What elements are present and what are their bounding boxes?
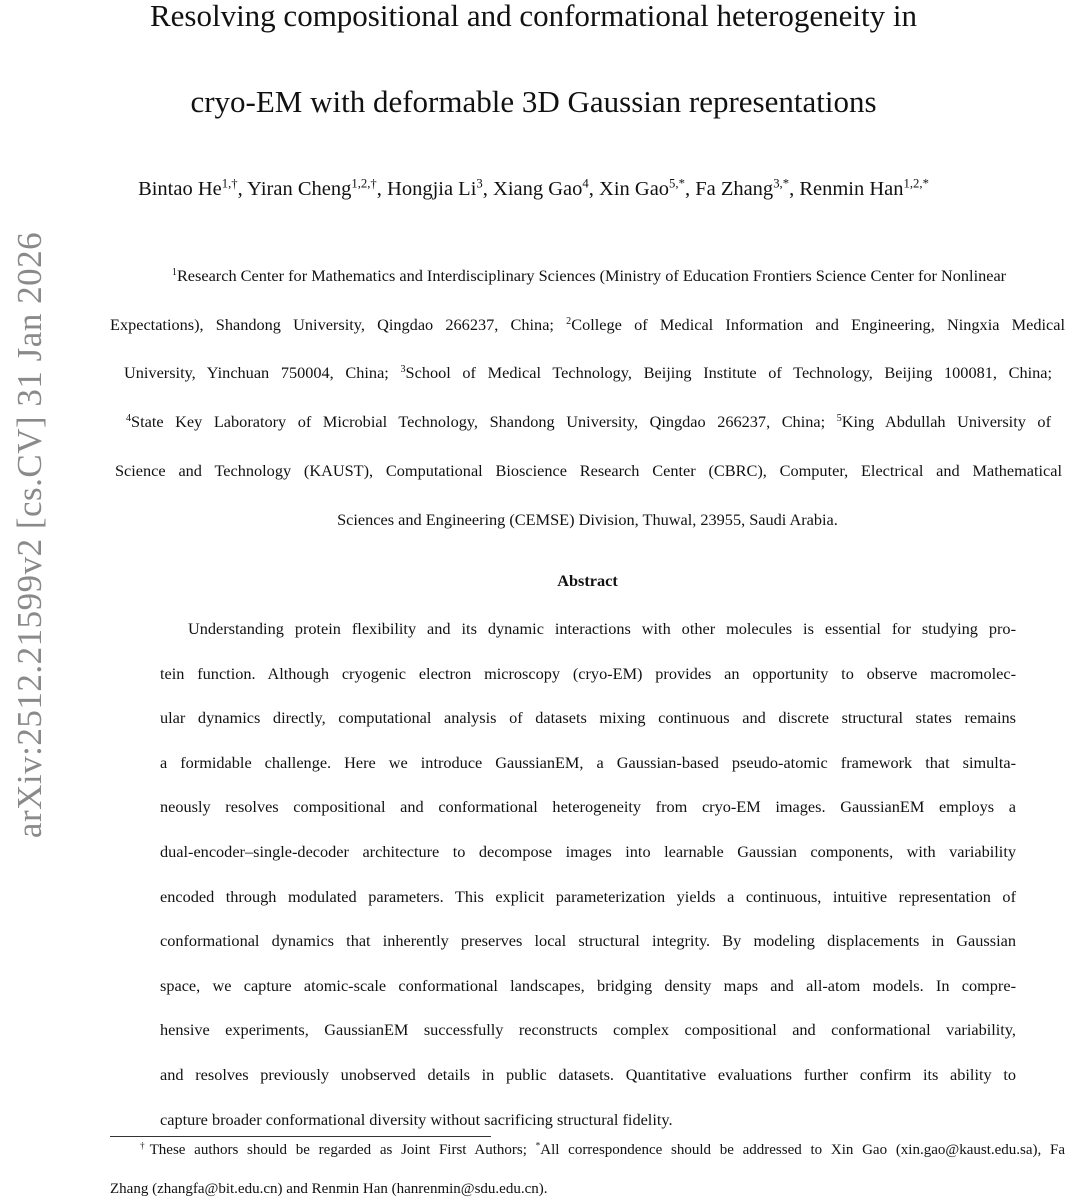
superscript-mark: * <box>535 1141 541 1152</box>
abstract-line: dual-encoder–single-decoder architecture to decompose images into learnable Gaussian components, with variability <box>160 842 1016 861</box>
arxiv-side-stamp: arXiv:2512.21599v2 [cs.CV] 31 Jan 2026 <box>10 231 49 839</box>
abstract-line: capture broader conformational diversity without sacrificing structural fidelity. <box>160 1109 673 1129</box>
author-affiliation-mark: 1,2,* <box>903 176 929 191</box>
line-text: University, Yinchuan 750004, China; <box>124 363 401 383</box>
abstract-line: neously resolves compositional and conformational heterogeneity from cryo-EM images. GaussianEM employs a <box>160 797 1016 817</box>
affiliation-line <box>124 363 1052 383</box>
abstract-line: conformational dynamics that inherently preserves local structural integrity. By modeling displacements in Gaussian <box>160 931 1016 951</box>
line-text: All correspondence should be addressed to Xin Gao (xin.gao@kaust.edu.sa), Fa <box>540 1142 1065 1158</box>
line-text: School of Medical Technology, Beijing Institute of Technology, Beijing 100081, China; <box>405 363 1052 383</box>
author-name: Hongjia Li <box>387 178 477 200</box>
abstract-line: space, we capture atomic-scale conformational landscapes, bridging density maps and all-atom models. In compre- <box>160 975 1016 995</box>
affiliation-line <box>110 315 1065 335</box>
author-name: Fa Zhang <box>695 178 774 200</box>
line-text: State Key Laboratory of Microbial Technology, Shandong University, Qingdao 266237, China; <box>131 412 837 432</box>
line-text: King Abdullah University of <box>841 412 1051 432</box>
author-name: Xin Gao <box>599 178 670 200</box>
author-name: Yiran Cheng <box>247 178 352 200</box>
line-text: Expectations), Shandong University, Qingdao 266237, China; <box>110 314 567 334</box>
abstract-line: encoded through modulated parameters. This explicit parameterization yields a continuous, intuitive representation of <box>160 886 1016 906</box>
footnote-line <box>110 1181 1065 1198</box>
line-text: Zhang (zhangfa@bit.edu.cn) and Renmin Han (hanrenmin@sdu.edu.cn). <box>110 1181 548 1197</box>
author-list: Bintao $He^{1,\dagger}$, Yiran Cheng$^{1,2,\dagger}$, Hongjia Li$^3$, Xiang Gao$^4$, Xin Gao$^{5,*}$, Fa Zhang$^{3,*}$, Renmin Han$^{1,2,*}$ <box>138 176 929 200</box>
author-affiliation-mark: 1,2,† <box>351 176 377 191</box>
line-text: These authors should be regarded as Joint First Authors; <box>149 1142 536 1158</box>
abstract-line: ular dynamics directly, computational analysis of datasets mixing continuous and discrete structural states remains <box>160 708 1016 728</box>
author-affiliation-mark: 3,* <box>773 176 790 191</box>
author-affiliation-mark: 1,† <box>221 176 238 191</box>
superscript-mark: 5 <box>836 413 842 425</box>
affiliation-line <box>120 266 1058 286</box>
affiliation-line <box>115 461 1062 481</box>
superscript-mark: 2 <box>566 315 572 327</box>
abstract-line: a formidable challenge. Here we introduce GaussianEM, a Gaussian-based pseudo-atomic framework that simulta- <box>160 752 1016 772</box>
footnote-line <box>140 1142 1065 1159</box>
superscript-mark: 4 <box>126 413 132 425</box>
abstract-heading: Abstract <box>557 571 618 590</box>
footnote-rule <box>110 1136 491 1137</box>
line-text: Science and Technology (KAUST), Computational Bioscience Research Center (CBRC), Computer, Electrical and Mathematical <box>115 460 1062 480</box>
author-name: Bintao He <box>138 178 222 200</box>
paper-title-line-2: cryo-EM with deformable 3D Gaussian representations <box>190 84 877 119</box>
line-text: Sciences and Engineering (CEMSE) Division, Thuwal, 23955, Saudi Arabia. <box>337 509 838 529</box>
author-affiliation-mark: 5,* <box>669 176 685 191</box>
line-text: College of Medical Information and Engineering, Ningxia Medical <box>571 314 1066 334</box>
abstract-line: and resolves previously unobserved details in public datasets. Quantitative evaluations further confirm its ability to <box>160 1065 1016 1084</box>
author-affiliation-mark: 3 <box>476 176 483 191</box>
affiliation-line <box>126 412 1051 432</box>
paper-title-line-1: Resolving compositional and conformational heterogeneity in <box>149 0 918 33</box>
superscript-mark: 3 <box>400 364 406 376</box>
abstract-line: Understanding protein flexibility and its dynamic interactions with other molecules is essential for studying pro- <box>188 619 1016 638</box>
abstract-line: hensive experiments, GaussianEM successfully reconstructs complex compositional and conformational variability, <box>160 1020 1016 1040</box>
author-name: Xiang Gao <box>493 178 583 200</box>
affiliation-line <box>0 510 1067 530</box>
author-affiliation-mark: 4 <box>582 176 589 191</box>
superscript-mark: 1 <box>171 266 177 278</box>
line-text: Research Center for Mathematics and Interdisciplinary Sciences (Ministry of Education Frontiers Science Center for Nonlinear <box>176 266 1007 285</box>
abstract-line: tein function. Although cryogenic electron microscopy (cryo-EM) provides an opportunity to observe macromolec- <box>160 663 1016 683</box>
superscript-mark: † <box>140 1141 150 1152</box>
author-name: Renmin Han <box>799 178 904 200</box>
